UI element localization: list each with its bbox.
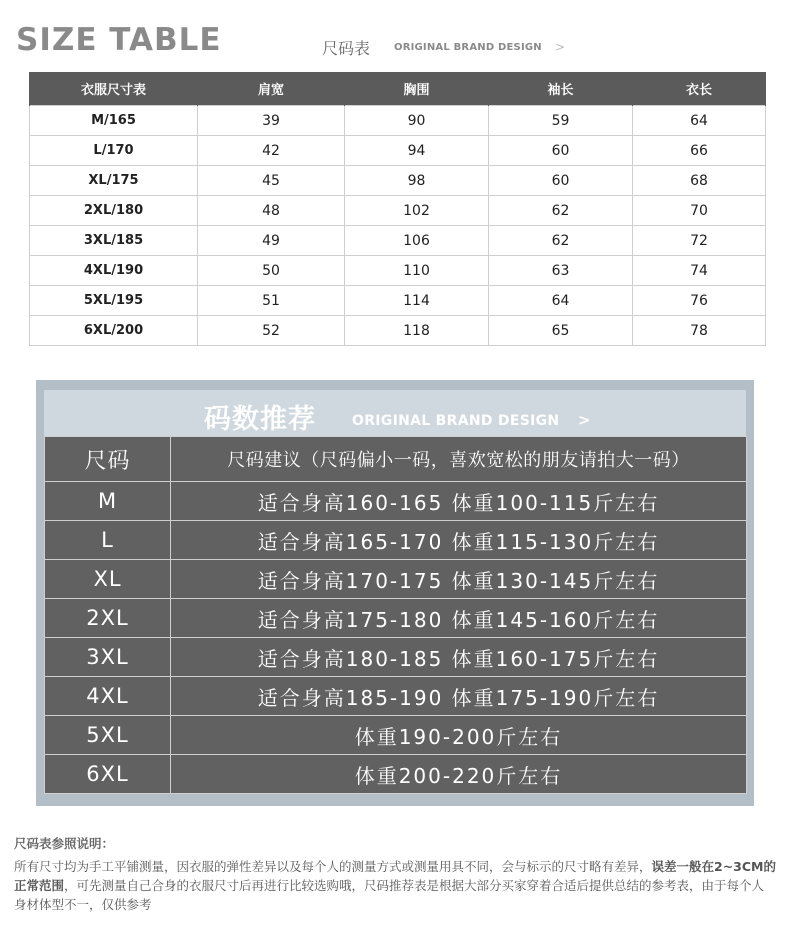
recommend-advice-cell: 适合身高180-185 体重160-175斤左右: [171, 638, 747, 677]
sleeve-cell: 60: [489, 166, 633, 196]
table-row: [30, 226, 766, 256]
table-row: [45, 716, 747, 755]
recommend-advice-cell: 体重190-200斤左右: [171, 716, 747, 755]
sleeve-cell: 59: [489, 106, 633, 136]
size-notes: [14, 834, 776, 914]
size-cell: 2XL/180: [30, 196, 198, 226]
sleeve-cell: 62: [489, 226, 633, 256]
recommend-size-cell: M: [45, 482, 171, 521]
chest-cell: 102: [345, 196, 489, 226]
recommend-col-size: 尺码: [45, 437, 171, 482]
length-cell: 66: [633, 136, 766, 166]
notes-highlight: 误差一般在2~3CM的正常范围: [14, 859, 776, 893]
table-row: [45, 677, 747, 716]
recommend-advice-cell: 适合身高170-175 体重130-145斤左右: [171, 560, 747, 599]
chest-cell: 94: [345, 136, 489, 166]
table-row: [30, 136, 766, 166]
table-row: [30, 166, 766, 196]
size-cell: 3XL/185: [30, 226, 198, 256]
shoulder-cell: 42: [198, 136, 345, 166]
recommend-advice-cell: 体重200-220斤左右: [171, 755, 747, 794]
shoulder-cell: 48: [198, 196, 345, 226]
shoulder-cell: 49: [198, 226, 345, 256]
sleeve-cell: 62: [489, 196, 633, 226]
table-row: [45, 755, 747, 794]
length-cell: 74: [633, 256, 766, 286]
length-cell: 78: [633, 316, 766, 346]
recommend-size-cell: 3XL: [45, 638, 171, 677]
size-cell: 4XL/190: [30, 256, 198, 286]
shoulder-cell: 45: [198, 166, 345, 196]
length-cell: 64: [633, 106, 766, 136]
length-cell: 68: [633, 166, 766, 196]
col-header-length: 衣长: [633, 72, 766, 106]
chevron-right-icon: >: [578, 411, 591, 429]
page-header: [0, 0, 790, 70]
recommend-col-advice: 尺码建议（尺码偏小一码，喜欢宽松的朋友请拍大一码）: [171, 437, 747, 482]
size-cell: XL/175: [30, 166, 198, 196]
col-header-size: 衣服尺寸表: [30, 72, 198, 106]
recommend-advice-cell: 适合身高185-190 体重175-190斤左右: [171, 677, 747, 716]
notes-body: [14, 857, 776, 914]
recommend-size-cell: 5XL: [45, 716, 171, 755]
table-row: [30, 256, 766, 286]
recommend-title: 码数推荐: [204, 404, 316, 435]
size-table-header-row: [30, 72, 766, 106]
shoulder-cell: 51: [198, 286, 345, 316]
length-cell: 70: [633, 196, 766, 226]
table-row: [45, 599, 747, 638]
table-row: [30, 316, 766, 346]
brand-label: ORIGINAL BRAND DESIGN: [394, 42, 542, 53]
sleeve-cell: 65: [489, 316, 633, 346]
col-header-chest: 胸围: [345, 72, 489, 106]
recommend-table: [44, 436, 747, 794]
notes-title: 尺码表参照说明：: [14, 836, 115, 851]
table-row: [30, 196, 766, 226]
recommend-advice-cell: 适合身高165-170 体重115-130斤左右: [171, 521, 747, 560]
recommend-size-cell: 4XL: [45, 677, 171, 716]
chest-cell: 106: [345, 226, 489, 256]
shoulder-cell: 39: [198, 106, 345, 136]
recommend-brand-label: ORIGINAL BRAND DESIGN: [352, 413, 560, 429]
col-header-sleeve: 袖长: [489, 72, 633, 106]
size-cell: L/170: [30, 136, 198, 166]
size-cell: 6XL/200: [30, 316, 198, 346]
length-cell: 76: [633, 286, 766, 316]
recommend-size-cell: 2XL: [45, 599, 171, 638]
sleeve-cell: 63: [489, 256, 633, 286]
length-cell: 72: [633, 226, 766, 256]
shoulder-cell: 50: [198, 256, 345, 286]
size-cell: 5XL/195: [30, 286, 198, 316]
table-row: [45, 638, 747, 677]
recommend-size-cell: XL: [45, 560, 171, 599]
col-header-shoulder: 肩宽: [198, 72, 345, 106]
recommend-header-row: [45, 437, 747, 482]
shoulder-cell: 52: [198, 316, 345, 346]
chest-cell: 98: [345, 166, 489, 196]
size-cell: M/165: [30, 106, 198, 136]
chevron-right-icon: >: [555, 40, 566, 54]
chest-cell: 110: [345, 256, 489, 286]
table-row: [30, 106, 766, 136]
recommend-advice-cell: 适合身高175-180 体重145-160斤左右: [171, 599, 747, 638]
notes-text: ，可先测量自己合身的衣服尺寸后再进行比较选购哦，尺码推荐表是根据大部分买家穿着合适后提供总结的参考表，由于每个人身材体型不一，仅供参考: [14, 878, 765, 912]
sleeve-cell: 64: [489, 286, 633, 316]
size-table: [29, 72, 766, 346]
recommend-size-cell: 6XL: [45, 755, 171, 794]
size-table-title-cn: 尺码表: [322, 39, 371, 58]
sleeve-cell: 60: [489, 136, 633, 166]
chest-cell: 118: [345, 316, 489, 346]
chest-cell: 90: [345, 106, 489, 136]
table-row: [45, 482, 747, 521]
table-row: [45, 521, 747, 560]
recommend-size-cell: L: [45, 521, 171, 560]
size-table-title: SIZE TABLE: [16, 22, 222, 58]
table-row: [30, 286, 766, 316]
table-row: [45, 560, 747, 599]
notes-text: 所有尺寸均为手工平铺测量，因衣服的弹性差异以及每个人的测量方式或测量用具不同，会与标示的尺寸略有差异，: [14, 859, 652, 874]
chest-cell: 114: [345, 286, 489, 316]
recommend-advice-cell: 适合身高160-165 体重100-115斤左右: [171, 482, 747, 521]
